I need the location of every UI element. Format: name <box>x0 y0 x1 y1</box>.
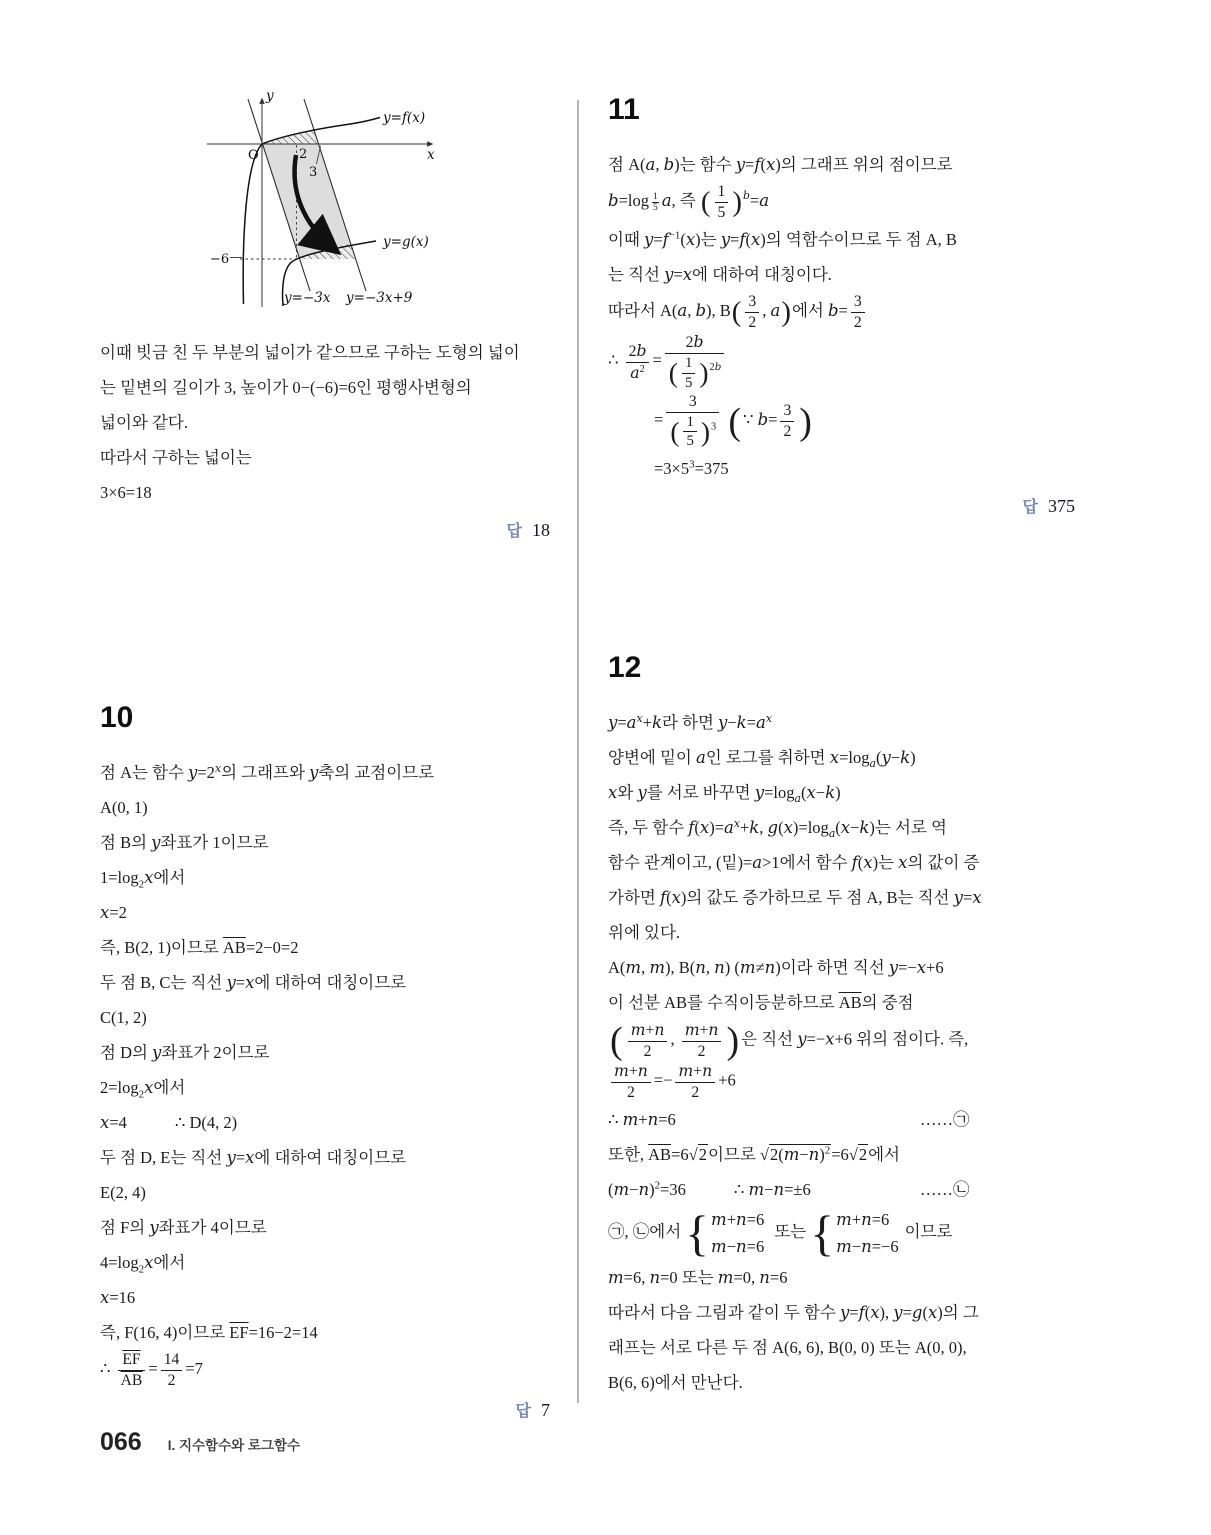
problem-10-block <box>100 701 550 1421</box>
text-line: x=16 <box>100 1288 136 1307</box>
text-line: 3×6=18 <box>100 483 152 502</box>
text-line: 는 직선 y=x에 대하여 대칭이다. <box>608 265 832 285</box>
text-line: 즉, B(2, 1)이므로 $\overline{AB}=2-0=2$ <box>100 938 299 957</box>
text-line: 따라서 A(a, b), B( $\frac{3}{2}$ , a)에서 b= $\frac{3}{2}$ <box>608 292 1120 332</box>
right-column <box>608 93 1120 1438</box>
text-line: b=log $_{\frac{1}{5}}$ a, 즉 ( $\frac{1}{5}$ )$^b$=a <box>608 183 770 221</box>
figure-label-line-neg3x: y=−3x <box>284 290 331 306</box>
shaded-parallelogram <box>262 144 355 259</box>
figure-tick-3: 3 <box>309 165 318 180</box>
text-line: B(6, 6)에서 만난다. <box>608 1373 743 1393</box>
text-line: 가하면 f(x)의 값도 증가하므로 두 점 A, B는 직선 y=x <box>608 888 982 907</box>
answer-value: 375 <box>1048 495 1075 516</box>
text-line: 는 밑변의 길이가 3, 높이가 0−(−6)=6인 평행사변형의 <box>100 378 472 397</box>
text-line: $4=\log_2x$에서 <box>100 1253 186 1276</box>
text-line: 점 D의 y좌표가 2이므로 <box>100 1043 270 1062</box>
problem-12-number: 12 <box>608 651 642 684</box>
answer-value: 7 <box>541 1400 550 1421</box>
text-line: 따라서 구하는 넓이는 <box>100 448 252 467</box>
solution-continued-block <box>100 335 550 541</box>
text-line: 위에 있다. <box>608 923 681 942</box>
text-line: 즉, F(16, 4)이므로 $\overline{EF}=16-2=14$ <box>100 1323 318 1342</box>
answer-row <box>100 518 550 541</box>
text-line: 양변에 밑이 a인 로그를 취하면 $x=\log_a(y-k)$ <box>608 748 916 771</box>
text-line: 이 선분 AB를 수직이등분하므로 $\overline{AB}$의 중점 <box>608 993 914 1012</box>
text-line: A(0, 1) <box>100 798 148 817</box>
text-line: E(2, 4) <box>100 1183 146 1202</box>
answer-row <box>608 494 1075 517</box>
answer-label: 답 <box>506 523 522 540</box>
figure-graph <box>180 85 560 315</box>
text-line: A(m, m), B(n, n) (m≠n)이라 하면 직선 y=−x+6 <box>608 958 944 977</box>
problem-12-block <box>608 651 1120 1400</box>
text-line: = 3 ( $\frac{1}{5}$ )$^3$ ( ∵ b= $\frac{3}{2}$ ) <box>654 393 812 450</box>
text-line: ∴ m+n=6 ……㉠ <box>608 1110 970 1130</box>
page-footer <box>100 1428 300 1457</box>
figure-label-y-axis: y <box>266 88 274 104</box>
answer-label: 답 <box>1022 498 1038 516</box>
text-line: 래프는 서로 다른 두 점 A(6, 6), B(0, 0) 또는 A(0, 0), <box>608 1338 967 1358</box>
text-line: 즉, 두 함수 $f(x)=a^x+k$, $g(x)=\log_a(x-k)$는 서로 역 <box>608 816 947 841</box>
left-column <box>100 85 550 1430</box>
text-line: $(m-n)^2=36$ ∴ m−n=±6 ……㉡ <box>608 1179 970 1200</box>
problem-11-number: 11 <box>608 93 640 126</box>
figure-tick-2: 2 <box>299 147 308 162</box>
text-line: 점 F의 y좌표가 4이므로 <box>100 1218 267 1237</box>
text-line: $1=\log_2x$에서 <box>100 868 186 891</box>
problem-11-lines <box>608 147 1120 486</box>
column-divider <box>577 100 579 1403</box>
text-line: x와 y를 서로 바꾸면 $y=\log_a(x-k)$ <box>608 783 841 806</box>
hatched-region-top <box>262 131 318 145</box>
text-line: ∴ $\frac{2b}{a^2}$ = 2b ( $\frac{1}{5}$ )$^{2b}$ <box>608 332 1120 392</box>
figure-label-origin: O <box>248 148 259 163</box>
answer-row <box>100 1398 550 1421</box>
figure-label-curve-f: y=f(x) <box>383 110 426 126</box>
text-line: 함수 관계이고, (밑)=a>1에서 함수 f(x)는 x의 값이 증 <box>608 853 980 872</box>
text-line: x=2 <box>100 903 127 922</box>
text-line: C(1, 2) <box>100 1008 147 1027</box>
text-line: ( $\frac{m+n}{2}$ , $\frac{m+n}{2}$ ) 은 직선 y=−x+6 위의 점이다. 즉, <box>610 1019 969 1062</box>
answer-label: 답 <box>515 1403 531 1421</box>
problem-10-number: 10 <box>100 701 134 734</box>
page-number: 066 <box>100 1428 142 1456</box>
text-line: 넓이와 같다. <box>100 413 188 432</box>
text-line: 이때 $y=f^{-1}(x)$는 y=f(x)의 역함수이므로 두 점 A, B <box>608 229 957 250</box>
problem-11-block <box>608 93 1120 517</box>
figure-label-curve-g: y=g(x) <box>383 234 429 250</box>
text-line: 따라서 다음 그림과 같이 두 함수 y=f(x), y=g(x)의 그 <box>608 1303 979 1323</box>
figure-label-x-axis: x <box>427 147 435 163</box>
text-line: 점 A는 함수 $y=2^x$의 그래프와 y축의 교점이므로 <box>100 761 435 782</box>
text-line: $y=a^x+k$라 하면 $y-k=a^x$ <box>608 711 772 732</box>
text-line: 점 A(a, b)는 함수 y=f(x)의 그래프 위의 점이므로 <box>608 155 953 174</box>
solution-continued-lines <box>100 335 550 510</box>
problem-12-lines <box>608 705 1120 1400</box>
text-line: ㉠, ㉡에서 { m+n=6 m−n=6 또는 { m+n=6 m−n=−6 이므로 <box>608 1205 953 1261</box>
chapter-title: I. 지수함수와 로그함수 <box>167 1438 301 1453</box>
text-line: 또한, $\overline{AB}=6√2$이므로 $√2(m-n)^2=6√2$에서 <box>608 1144 900 1165</box>
text-line: 점 B의 y좌표가 1이므로 <box>100 833 269 852</box>
figure-tick-neg6: −6 <box>210 252 230 267</box>
text-line: $=3\times 5^3=375$ <box>654 458 729 478</box>
text-line: 두 점 B, C는 직선 y=x에 대하여 대칭이므로 <box>100 973 407 992</box>
text-line: $\frac{m+n}{2}$ =− $\frac{m+n}{2}$ +6 <box>608 1061 1120 1102</box>
problem-10-lines <box>100 755 550 1390</box>
figure-label-line-neg3x9: y=−3x+9 <box>346 290 413 306</box>
text-line: ∴ $\frac{\overline{EF}}{AB}$ = $\frac{14}{2}$ =7 <box>100 1351 203 1389</box>
text-line: $2=\log_2x$에서 <box>100 1078 186 1101</box>
answer-value: 18 <box>532 520 550 540</box>
text-line: 이때 빗금 친 두 부분의 넓이가 같으므로 구하는 도형의 넓이 <box>100 343 520 362</box>
text-line: x=4 ∴ D(4, 2) <box>100 1113 238 1132</box>
text-line: m=6, n=0 또는 m=0, n=6 <box>608 1268 788 1288</box>
text-line: 두 점 D, E는 직선 y=x에 대하여 대칭이므로 <box>100 1148 407 1167</box>
